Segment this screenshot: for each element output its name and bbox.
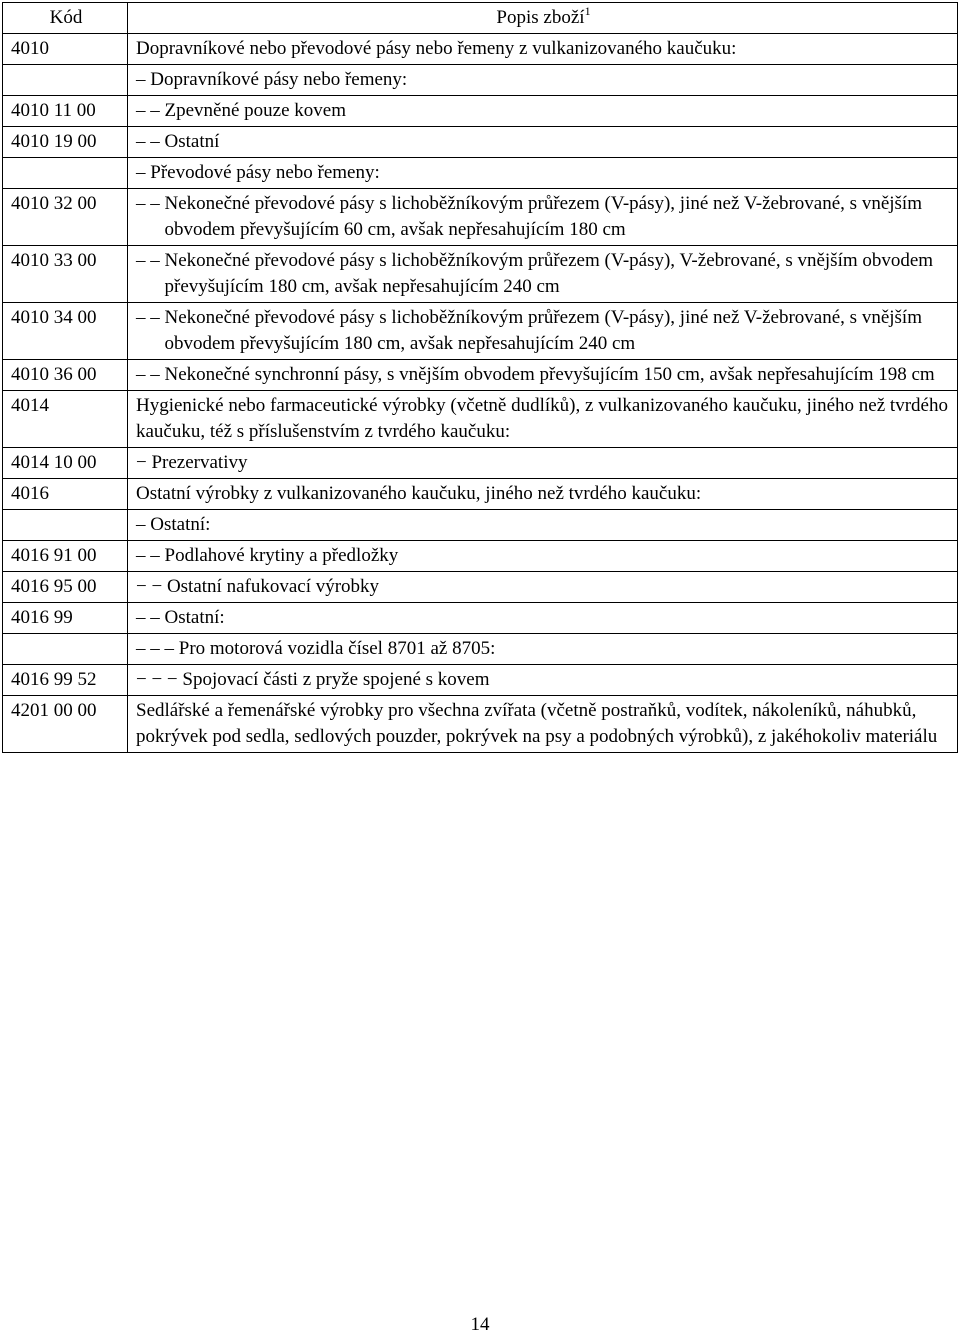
description-content — [136, 636, 951, 662]
description-content — [136, 574, 951, 600]
description-content — [136, 305, 951, 357]
goods-description — [128, 360, 958, 391]
table-row — [3, 634, 958, 665]
description-content — [136, 191, 951, 243]
table-row — [3, 665, 958, 696]
indent-dashes: – — [136, 514, 151, 535]
column-header-code: Kód — [3, 3, 128, 34]
page-number: 14 — [470, 1314, 490, 1335]
description-content — [136, 450, 951, 476]
table-row — [3, 127, 958, 158]
goods-description — [128, 158, 958, 189]
tariff-code — [3, 158, 128, 189]
goods-description — [128, 189, 958, 246]
goods-description — [128, 696, 958, 753]
column-header-description-label: Popis zboží — [496, 7, 585, 28]
table-row — [3, 541, 958, 572]
description-text: Pro motorová vozidla čísel 8701 až 8705: — [178, 638, 496, 659]
footnote-marker: 1 — [584, 4, 591, 18]
goods-description — [128, 246, 958, 303]
description-content — [136, 481, 951, 507]
description-content — [136, 67, 951, 93]
tariff-code: 4010 32 00 — [3, 189, 128, 246]
table-row — [3, 479, 958, 510]
tariff-code — [3, 65, 128, 96]
table-row — [3, 448, 958, 479]
indent-dashes: – – — [136, 545, 165, 566]
description-text: Podlahové krytiny a předložky — [164, 545, 399, 566]
indent-dashes: − − — [136, 576, 167, 597]
table-row — [3, 572, 958, 603]
goods-description — [128, 65, 958, 96]
tariff-code: 4016 — [3, 479, 128, 510]
description-text: Nekonečné převodové pásy s lichoběžníkovým průřezem (V-pásy), jiné než V-žebrované, s vnějším obvodem převyšujícím 60 cm, avšak nepřesahujícím 180 cm — [164, 193, 922, 240]
goods-description — [128, 603, 958, 634]
description-content — [136, 698, 951, 750]
description-text: Ostatní výrobky z vulkanizovaného kaučuku, jiného než tvrdého kaučuku: — [136, 483, 702, 504]
goods-description — [128, 303, 958, 360]
indent-dashes: – – — [136, 364, 165, 385]
description-text: Dopravníkové nebo převodové pásy nebo řemeny z vulkanizovaného kaučuku: — [136, 38, 737, 59]
description-text: Dopravníkové pásy nebo řemeny: — [150, 69, 408, 90]
tariff-code: 4010 19 00 — [3, 127, 128, 158]
goods-description — [128, 665, 958, 696]
description-content — [136, 248, 951, 300]
description-text: Ostatní nafukovací výrobky — [166, 576, 380, 597]
goods-description — [128, 541, 958, 572]
tariff-code — [3, 634, 128, 665]
indent-dashes: – – — [136, 193, 165, 214]
description-text: Ostatní — [164, 131, 220, 152]
table-row — [3, 189, 958, 246]
description-content — [136, 512, 951, 538]
goods-description — [128, 479, 958, 510]
description-content — [136, 98, 951, 124]
indent-dashes: – – — [136, 607, 165, 628]
tariff-code: 4014 10 00 — [3, 448, 128, 479]
description-content — [136, 605, 951, 631]
indent-dashes: – – — [136, 250, 165, 271]
tariff-code: 4016 99 — [3, 603, 128, 634]
tariff-code: 4010 34 00 — [3, 303, 128, 360]
description-text: Spojovací části z pryže spojené s kovem — [182, 669, 490, 690]
table-row — [3, 391, 958, 448]
goods-description — [128, 448, 958, 479]
tariff-code: 4014 — [3, 391, 128, 448]
description-text: Ostatní: — [150, 514, 211, 535]
goods-description — [128, 572, 958, 603]
goods-description — [128, 34, 958, 65]
tariff-code: 4010 33 00 — [3, 246, 128, 303]
indent-dashes: − − − — [136, 669, 183, 690]
description-content — [136, 393, 951, 445]
tariff-table — [2, 2, 958, 753]
description-text: Zpevněné pouze kovem — [164, 100, 346, 121]
table-row — [3, 303, 958, 360]
goods-description — [128, 127, 958, 158]
indent-dashes: – — [136, 162, 151, 183]
description-text: Ostatní: — [164, 607, 225, 628]
table-row — [3, 510, 958, 541]
tariff-code — [3, 510, 128, 541]
indent-dashes: – – — [136, 100, 165, 121]
indent-dashes: – – — [136, 131, 165, 152]
description-content — [136, 362, 951, 388]
indent-dashes: – — [136, 69, 151, 90]
indent-dashes: – – – — [136, 638, 179, 659]
tariff-code: 4010 11 00 — [3, 96, 128, 127]
description-text: Převodové pásy nebo řemeny: — [150, 162, 380, 183]
table-row — [3, 158, 958, 189]
table-row — [3, 360, 958, 391]
tariff-code: 4016 91 00 — [3, 541, 128, 572]
description-content — [136, 129, 951, 155]
table-header-row — [3, 3, 958, 34]
goods-description — [128, 510, 958, 541]
goods-description — [128, 634, 958, 665]
table-row — [3, 603, 958, 634]
description-text: Hygienické nebo farmaceutické výrobky (včetně dudlíků), z vulkanizovaného kaučuku, jiného než tvrdého kaučuku, též s příslušenstvím z tvrdého kaučuku: — [136, 395, 948, 442]
description-content — [136, 543, 951, 569]
column-header-description — [128, 3, 958, 34]
table-row — [3, 696, 958, 753]
description-text: Nekonečné synchronní pásy, s vnějším obvodem převyšujícím 150 cm, avšak nepřesahujícím 198 cm — [164, 364, 935, 385]
description-content — [136, 160, 951, 186]
table-row — [3, 96, 958, 127]
description-content — [136, 667, 951, 693]
table-row — [3, 65, 958, 96]
table-row — [3, 34, 958, 65]
tariff-code: 4201 00 00 — [3, 696, 128, 753]
tariff-code: 4010 36 00 — [3, 360, 128, 391]
goods-description — [128, 391, 958, 448]
table-row — [3, 246, 958, 303]
tariff-code: 4016 95 00 — [3, 572, 128, 603]
indent-dashes: – – — [136, 307, 165, 328]
description-text: Sedlářské a řemenářské výrobky pro všechna zvířata (včetně postraňků, vodítek, nákoleníků, náhubků, pokrývek pod sedla, sedlových pouzder, pokrývek na psy a podobných výrobků), z jakéhokoliv materiálu — [136, 700, 938, 747]
description-text: Nekonečné převodové pásy s lichoběžníkovým průřezem (V-pásy), jiné než V-žebrované, s vnějším obvodem převyšujícím 180 cm, avšak nepřesahujícím 240 cm — [164, 307, 922, 354]
tariff-code: 4016 99 52 — [3, 665, 128, 696]
goods-description — [128, 96, 958, 127]
indent-dashes: − — [136, 452, 152, 473]
description-text: Nekonečné převodové pásy s lichoběžníkovým průřezem (V-pásy), V-žebrované, s vnějším obvodem převyšujícím 180 cm, avšak nepřesahujícím 240 cm — [164, 250, 934, 297]
table-body — [3, 34, 958, 753]
description-content — [136, 36, 951, 62]
description-text: Prezervativy — [151, 452, 248, 473]
tariff-code: 4010 — [3, 34, 128, 65]
